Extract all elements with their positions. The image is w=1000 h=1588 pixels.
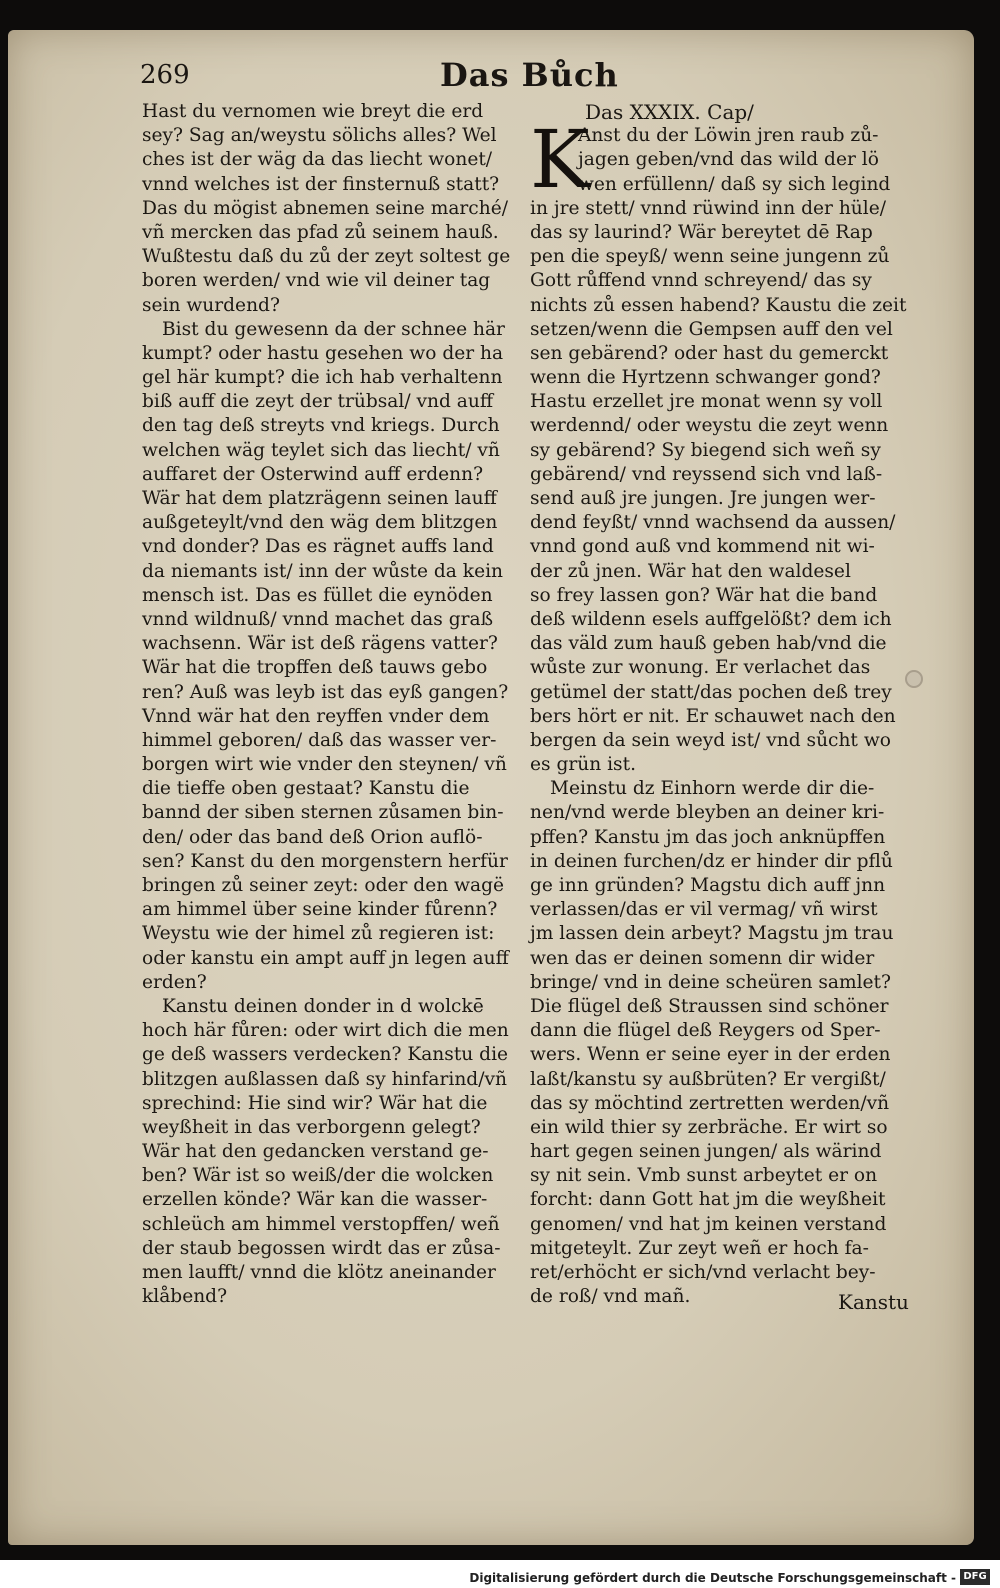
- text-line: ge deß wassers verdecken? Kanstu die: [142, 1044, 509, 1066]
- text-line: wers. Wenn er seine eyer in der erden: [530, 1044, 891, 1066]
- text-line: Weystu wie der himel zů regieren ist:: [142, 923, 495, 945]
- text-line: werdennd/ oder weystu die zeyt wenn: [530, 415, 889, 437]
- text-line: der zů jnen. Wär hat den waldesel: [530, 560, 851, 582]
- text-line: ge inn gründen? Magstu dich auff jnn: [530, 875, 886, 896]
- text-line: jm lassen dein arbeyt? Magstu jm trau: [530, 923, 894, 945]
- margin-mark: [905, 670, 923, 688]
- text-line: borgen wirt wie vnder den steynen/ vñ: [142, 754, 507, 776]
- text-line: forcht: dann Gott hat jm die weyßheit: [530, 1189, 886, 1211]
- running-title: Das Bůch: [440, 56, 619, 94]
- text-line: ren? Auß was leyb ist das eyß gangen?: [142, 681, 509, 703]
- text-line: men laufft/ vnnd die klötz aneinander: [142, 1262, 496, 1283]
- text-line: sen? Kanst du den morgenstern herfür: [142, 850, 508, 872]
- text-line: Hastu erzellet jre monat wenn sy voll: [530, 391, 883, 413]
- text-line: bringen zů seiner zeyt: oder den wagë: [142, 875, 505, 896]
- drop-cap: K: [530, 113, 590, 206]
- text-line: die tieffe oben gestaat? Kanstu die: [142, 778, 470, 800]
- text-line: der staub begossen wirdt das er zůsa-: [142, 1237, 501, 1259]
- text-line: Wär hat den gedancken verstand ge-: [142, 1141, 489, 1163]
- text-line: mensch ist. Das es füllet die eynöden: [142, 584, 493, 606]
- text-line: so frey lassen gon? Wär hat die band: [530, 584, 878, 606]
- text-line: Vnnd wär hat den reyffen vnder dem: [142, 705, 490, 727]
- text-line: ret/erhöcht er sich/vnd verlacht bey-: [530, 1262, 876, 1283]
- text-line: bers hört er nit. Er schauwet nach den: [530, 705, 896, 727]
- text-line: auffaret der Osterwind auff erdenn?: [142, 463, 484, 485]
- text-line: laßt/kanstu sy außbrüten? Er vergißt/: [530, 1068, 886, 1090]
- text-line: den/ oder das band deß Orion auflö-: [142, 826, 483, 848]
- text-line: bergen da sein weyd ist/ vnd sůcht wo: [530, 729, 891, 751]
- text-line: pffen? Kanstu jm das joch anknüpffen: [530, 826, 886, 848]
- text-line: sy gebärend? Sy biegend sich weñ sy: [530, 439, 881, 461]
- text-line: Hast du vernomen wie breyt die erd: [142, 101, 484, 122]
- text-line: sey? Sag an/weystu sölichs alles? Wel: [142, 125, 497, 147]
- text-line: Meinstu dz Einhorn werde dir die-: [550, 778, 875, 800]
- text-line: klåbend?: [142, 1286, 228, 1308]
- text-line: wen das er deinen somenn dir wider: [530, 947, 875, 969]
- text-line: verlassen/das er vil vermag/ vñ wirst: [530, 899, 878, 921]
- text-line: oder kanstu ein ampt auff jn legen auff: [142, 947, 509, 969]
- text-line: wen erfüllenn/ daß sy sich legind: [578, 173, 891, 195]
- text-line: Die flügel deß Straussen sind schöner: [530, 995, 889, 1017]
- text-line: bannd der siben sternen zůsamen bin-: [142, 802, 504, 824]
- text-line: Anst du der Löwin jren raub zů-: [578, 125, 879, 147]
- text-line: vñ mercken das pfad zů seinem hauß.: [142, 221, 499, 243]
- page-number: 269: [140, 60, 190, 90]
- text-line: hoch här fůren: oder wirt dich die men: [142, 1020, 509, 1042]
- text-line: sy nit sein. Vmb sunst arbeytet er on: [530, 1165, 878, 1187]
- text-line: bringe/ vnd in deine scheüren samlet?: [530, 971, 891, 993]
- text-line: vnnd gond auß vnd kommend nit wi-: [530, 536, 875, 558]
- text-line: sein wurdend?: [142, 294, 280, 316]
- text-line: himmel geboren/ daß das wasser ver-: [142, 729, 497, 751]
- right-text-column: [530, 100, 908, 1309]
- text-line: wůste zur wonung. Er verlachet das: [530, 657, 871, 679]
- catchword: Kanstu: [838, 1290, 909, 1314]
- text-line: das väld zum hauß geben hab/vnd die: [530, 633, 887, 655]
- text-line: dann die flügel deß Reygers od Sper-: [530, 1020, 881, 1042]
- left-text-column: [142, 100, 527, 1309]
- text-line: biß auff die zeyt der trübsal/ vnd auff: [142, 391, 494, 413]
- text-line: vnd donder? Das es rägnet auffs land: [142, 536, 494, 558]
- text-line: in deinen furchen/dz er hinder dir pflů: [530, 850, 893, 872]
- text-line: welchen wäg teylet sich das liecht/ vñ: [142, 439, 500, 461]
- text-line: Bist du gewesenn da der schnee här: [162, 318, 505, 340]
- text-line: wenn die Hyrtzenn schwanger gond?: [530, 367, 881, 389]
- text-line: getümel der statt/das pochen deß trey: [530, 681, 892, 703]
- text-line: wachsenn. Wär ist deß rägens vatter?: [142, 633, 498, 655]
- digitization-note: Digitalisierung gefördert durch die Deutsche Forschungsgemeinschaft -: [469, 1571, 956, 1585]
- text-line: gel här kumpt? die ich hab verhaltenn: [142, 367, 503, 389]
- text-line: Kanstu deinen donder in d wolckē: [162, 995, 484, 1017]
- text-line: ches ist der wäg da das liecht wonet/: [142, 149, 493, 171]
- text-line: send auß jre jungen. Jre jungen wer-: [530, 488, 876, 509]
- text-line: vnnd wildnuß/ vnnd machet das graß: [142, 608, 494, 630]
- text-line: jagen geben/vnd das wild der lö: [578, 149, 879, 171]
- text-line: da niemants ist/ inn der wůste da kein: [142, 560, 503, 582]
- text-line: dend feyßt/ vnnd wachsend da aussen/: [530, 512, 896, 534]
- text-line: mitgeteylt. Zur zeyt weñ er hoch fa-: [530, 1237, 869, 1259]
- text-line: de roß/ vnd mañ.: [530, 1286, 691, 1308]
- text-line: genomen/ vnd hat jm keinen verstand: [530, 1213, 887, 1235]
- text-line: Wußtestu daß du zů der zeyt soltest ge: [142, 246, 511, 268]
- text-line: gebärend/ vnd reyssend sich vnd laß-: [530, 463, 883, 485]
- text-line: den tag deß streyts vnd kriegs. Durch: [142, 415, 500, 437]
- text-line: Das du mögist abnemen seine marché/: [142, 197, 508, 219]
- text-line: in jre stett/ vnnd rüwind inn der hüle/: [530, 197, 886, 219]
- text-line: das sy möchtind zertretten werden/vñ: [530, 1092, 890, 1114]
- text-line: sen gebärend? oder hast du gemerckt: [530, 342, 889, 364]
- text-line: vnnd welches ist der finsternuß statt?: [142, 173, 500, 195]
- text-line: erzellen könde? Wär kan die wasser-: [142, 1189, 488, 1211]
- text-line: am himmel über seine kinder fůrenn?: [142, 899, 498, 921]
- text-line: das sy laurind? Wär bereytet dē Rap: [530, 221, 873, 243]
- text-line: Wär hat die tropffen deß tauws gebo: [142, 657, 488, 679]
- text-line: ein wild thier sy zerbräche. Er wirt so: [530, 1116, 888, 1138]
- text-line: außgeteylt/vnd den wäg dem blitzgen: [142, 512, 498, 534]
- text-line: pen die speyß/ wenn seine jungenn zů: [530, 246, 890, 268]
- text-line: erden?: [142, 971, 207, 993]
- chapter-heading: Das XXXIX. Cap/: [585, 100, 754, 124]
- text-line: es grün ist.: [530, 754, 636, 776]
- dfg-logo-icon: DFG: [960, 1569, 990, 1585]
- text-line: deß wildenn esels auffgelößt? dem ich: [530, 608, 892, 630]
- text-line: kumpt? oder hastu gesehen wo der ha: [142, 342, 504, 364]
- text-line: blitzgen außlassen daß sy hinfarind/vñ: [142, 1068, 507, 1090]
- text-line: schleüch am himmel verstopffen/ weñ: [142, 1213, 500, 1235]
- text-line: weyßheit in das verborgenn gelegt?: [142, 1116, 481, 1138]
- text-line: setzen/wenn die Gempsen auff den vel: [530, 318, 893, 340]
- text-line: hart gegen seinen jungen/ als wärind: [530, 1141, 882, 1163]
- text-line: boren werden/ vnd wie vil deiner tag: [142, 270, 491, 292]
- text-line: ben? Wär ist so weiß/der die wolcken: [142, 1165, 494, 1187]
- text-line: sprechind: Hie sind wir? Wär hat die: [142, 1092, 488, 1114]
- text-line: nen/vnd werde bleyben an deiner kri-: [530, 802, 885, 824]
- text-line: Wär hat dem platzrägenn seinen lauff: [142, 488, 497, 509]
- text-line: Gott růffend vnnd schreyend/ das sy: [530, 270, 872, 292]
- text-line: nichts zů essen habend? Kaustu die zeit: [530, 294, 907, 316]
